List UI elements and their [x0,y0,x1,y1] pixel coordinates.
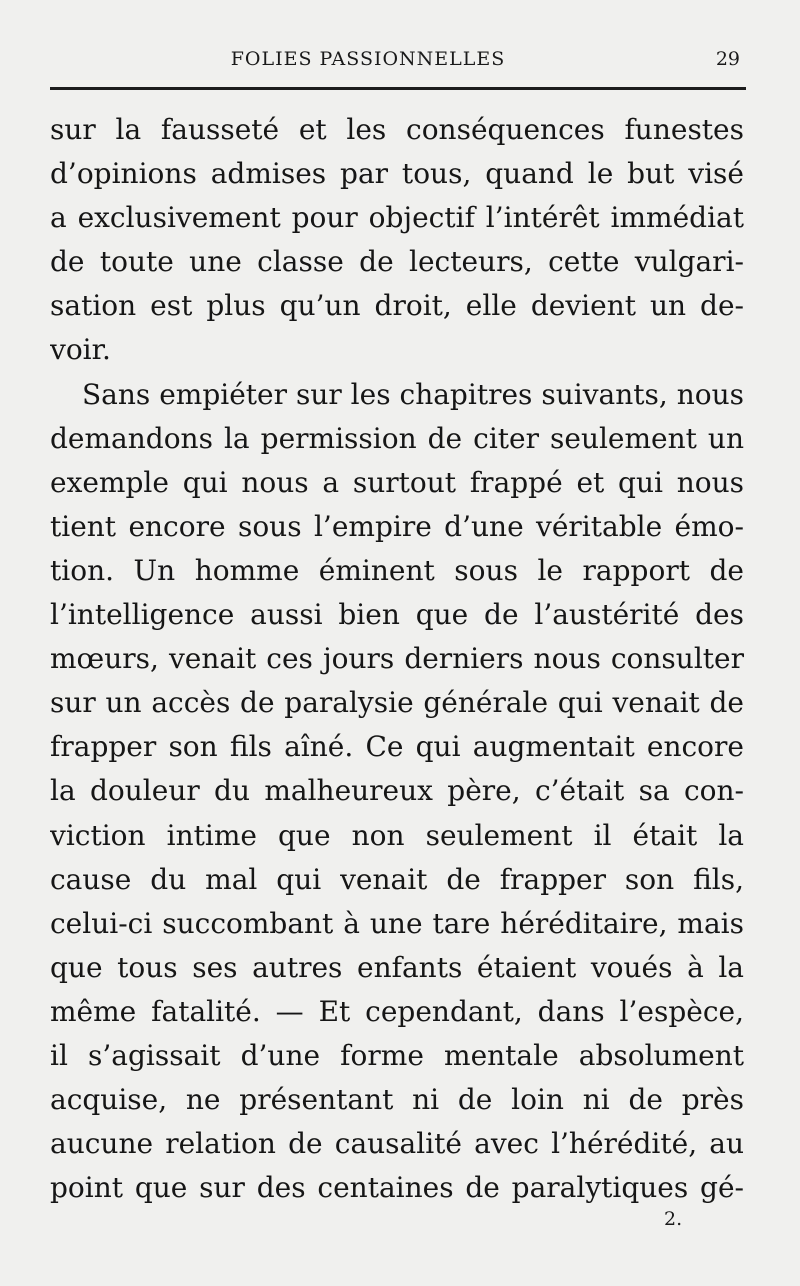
body-text [50,108,744,1210]
text-line: point que sur des centaines de paralytiques gé- [50,1171,744,1205]
text-line: la douleur du malheureux père, c’était sa con- [50,774,744,808]
running-title: FOLIES PASSIONNELLES [230,48,506,70]
text-line: tion. Un homme éminent sous le rapport de [50,553,744,587]
text-line: de toute une classe de lecteurs, cette vulgari- [50,245,744,279]
text-line: sur la fausseté et les conséquences funestes [50,113,744,146]
page-number: 29 [715,48,740,70]
text-line: viction intime que non seulement il était la [50,818,744,852]
text-line: l’intelligence aussi bien que de l’austérité des [50,598,744,632]
text-line: frapper son fils aîné. Ce qui augmentait encore [50,730,744,764]
signature-mark: 2. [664,1208,683,1230]
text-line: voir. [50,333,111,367]
text-line: a exclusivement pour objectif l’intérêt immédiat [50,201,744,235]
text-line: exemple qui nous a surtout frappé et qui nous [50,465,744,499]
text-line: tient encore sous l’empire d’une véritable émo- [50,509,744,543]
text-line: il s’agissait d’une forme mentale absolument [50,1038,744,1072]
running-head [48,44,744,74]
text-line: demandons la permission de citer seulement un [50,421,744,455]
text-line: aucune relation de causalité avec l’hérédité, au [50,1127,744,1161]
text-line: Sans empiéter sur les chapitres suivants, nous [82,377,744,411]
text-line: sation est plus qu’un droit, elle devient un de- [50,289,744,323]
text-line: sur un accès de paralysie générale qui venait de [50,686,744,720]
text-line: que tous ses autres enfants étaient voués à la [50,950,744,984]
text-line: celui-ci succombant à une tare héréditaire, mais [50,906,744,940]
text-line: cause du mal qui venait de frapper son fils, [50,862,744,896]
text-line: d’opinions admises par tous, quand le but visé [50,157,744,191]
text-line: acquise, ne présentant ni de loin ni de près [50,1083,744,1117]
text-line: même fatalité. — Et cependant, dans l’espèce, [50,994,744,1028]
text-line: mœurs, venait ces jours derniers nous consulter [50,642,744,676]
header-rule [50,87,746,90]
